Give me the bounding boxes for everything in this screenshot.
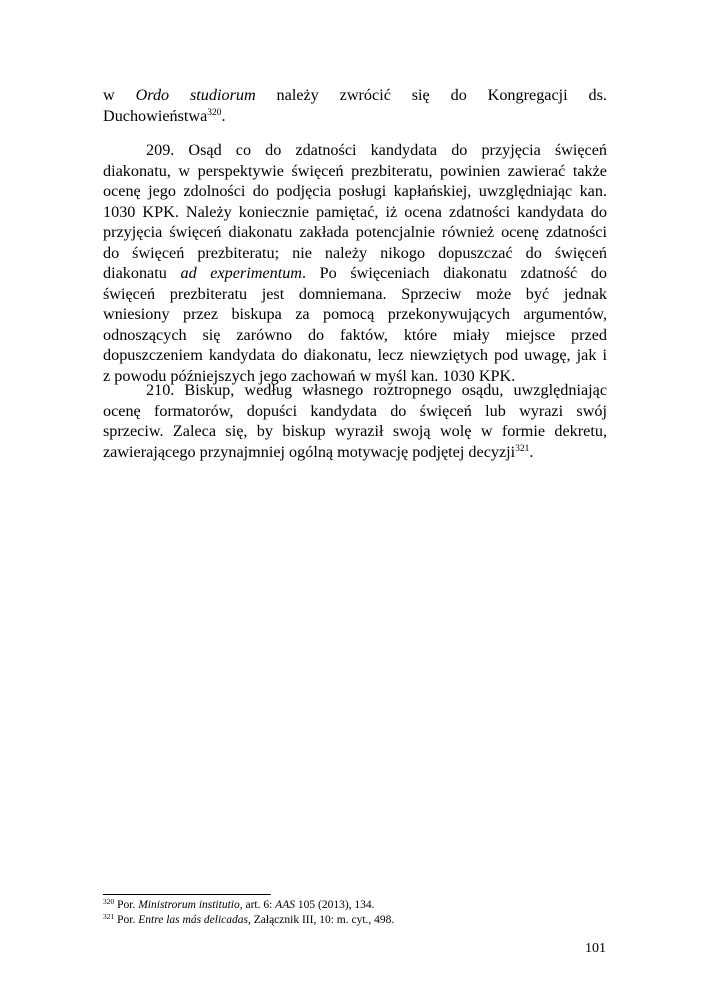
italic-text: ad experimentum [180,264,302,282]
footnote-ref: 321 [103,912,115,921]
text-line [103,243,607,264]
text-run: , art. 6: [239,899,276,911]
text-line [103,263,607,284]
italic-text: Ordo studiorum [135,86,256,104]
italic-text: AAS [275,899,295,911]
footnote-ref: 320 [103,897,115,906]
italic-text: Ministrorum institutio [138,899,240,911]
text-run: , Załącznik III, 10: m. cyt., 498. [248,914,395,926]
text-line [103,380,607,401]
text-run: . Po święceniach diakonatu zdatność do [301,264,607,282]
text-line [103,140,607,161]
text-line [103,284,607,305]
text-line [103,106,607,127]
text-line [103,222,607,243]
page-number: 101 [585,941,606,956]
text-run: święceń prezbiteratu jest domniemana. Sprzeciw może być jednak [103,284,607,303]
text-run: Por. [114,899,139,911]
text-run: zawierającego przynajmniej ogólną motywację podjętej decyzji [103,442,516,461]
text-run: . [529,442,534,461]
text-run: sprzeciw. Zaleca się, by biskup wyraził swoją wolę w formie dekretu, [103,422,607,440]
footnote-ref: 321 [515,443,530,454]
text-run: w [103,86,136,104]
paragraph-continuation [103,85,607,126]
text-run: do święceń prezbiteratu; nie należy nikogo dopuszczać do święceń [103,243,607,262]
paragraph-210 [103,380,607,462]
text-run: . [221,106,226,125]
text-line [103,181,607,202]
text-run: należy zwrócić się do Kongregacji ds. [255,86,607,104]
footnote [103,898,607,913]
text-line [103,325,607,346]
paragraph-209 [103,140,607,386]
text-run: wniesiony przez biskupa za pomocą przekonywujących argumentów, [103,305,607,323]
text-line [103,401,607,422]
text-run: ocenę jego zdolności do podjęcia posługi kapłańskiej, uwzględniając kan. [103,182,607,200]
text-line [103,442,607,463]
footnotes [103,898,607,928]
text-line [103,345,607,366]
footnote-ref: 320 [207,107,222,118]
footnote-separator [103,894,271,895]
footnote [103,913,607,928]
text-run: dopuszczeniem kandydata do diakonatu, lecz niewziętych pod uwagę, jak i [103,346,607,364]
text-line [103,304,607,325]
text-run: 210. Biskup, według własnego roztropnego osądu, uwzględniając [146,381,607,399]
text-line [103,85,607,106]
text-run: Duchowieństwa [103,106,208,125]
italic-text: Entre las más delicadas [138,914,248,926]
text-run: diakonatu [103,264,181,282]
text-line [103,421,607,442]
text-run: przyjęcia święceń diakonatu zakłada potencjalnie również ocenę zdatności [103,223,607,241]
text-run: Por. [114,914,139,926]
text-run: 209. Osąd co do zdatności kandydata do przyjęcia święceń [146,141,607,159]
text-run: ocenę formatorów, dopuści kandydata do święceń lub wyrazi swój [103,401,607,420]
text-run: diakonatu, w perspektywie święceń prezbiteratu, powinien zawierać także [103,161,607,180]
text-run: 1030 KPK. Należy koniecznie pamiętać, iż ocena zdatności kandydata do [103,202,607,221]
text-line [103,161,607,182]
text-run: z powodu późniejszych jego zachowań w myśl kan. 1030 KPK. [103,366,516,385]
text-run: 105 (2013), 134. [294,899,375,911]
text-line [103,202,607,223]
text-run: odnoszących się zarówno do faktów, które miały miejsce przed [103,325,607,344]
